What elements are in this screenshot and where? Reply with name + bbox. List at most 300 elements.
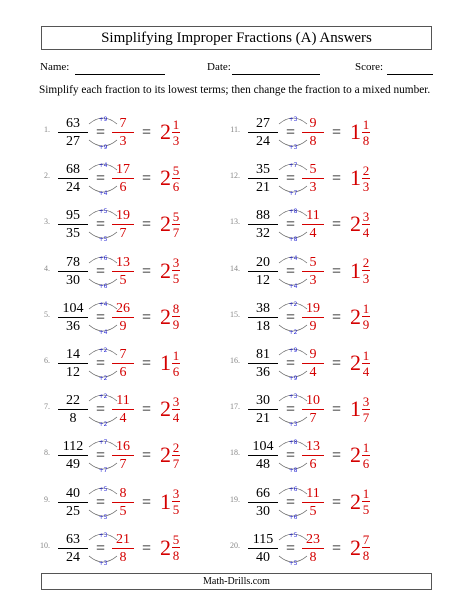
simplified-fraction [302,301,324,334]
mixed-numerator: 3 [172,393,180,409]
mixed-number [350,302,370,332]
problem-number: 2. [44,171,50,181]
simplified-fraction-bar [112,317,134,318]
original-fraction [248,116,278,149]
equals-sign: = [286,447,296,465]
problem-item [30,293,220,341]
simplified-fraction [112,208,134,241]
equals-sign: = [142,308,152,326]
simplified-fraction-numerator: 23 [306,531,320,547]
problem-item [30,200,220,248]
original-fraction-numerator: 38 [256,300,270,316]
original-fraction-denominator: 35 [66,226,80,242]
simplified-fraction-denominator: 5 [309,503,317,519]
mixed-numerator: 8 [172,301,180,317]
simplified-fraction [112,116,134,149]
original-fraction-bar [248,271,278,272]
original-fraction-numerator: 88 [256,208,270,224]
simplified-fraction-bar [302,502,324,503]
simplified-fraction-bar [302,224,324,225]
bottom-divisor-label: +5 [98,236,108,244]
equals-sign: = [96,262,106,280]
mixed-denominator: 5 [172,502,180,518]
simplified-fraction-numerator: 5 [309,162,317,178]
bottom-divisor-label: +3 [288,421,298,429]
simplified-fraction-denominator: 7 [309,411,317,427]
mixed-denominator: 6 [362,455,370,471]
problem-number: 6. [44,356,50,365]
mixed-number [350,348,370,378]
simplified-fraction-denominator: 7 [119,226,127,242]
problem-item [220,431,410,479]
simplified-fraction-bar [112,271,134,272]
mixed-fraction [362,210,370,239]
simplified-fraction [302,393,324,426]
simplified-fraction-numerator: 13 [306,439,320,455]
top-divisor-label: +9 [288,347,298,354]
equals-sign: = [142,124,152,141]
original-fraction-numerator: 104 [252,439,274,455]
simplified-fraction-bar [112,455,134,456]
mixed-number [160,533,180,563]
top-divisor-label: +5 [288,531,298,539]
problem-item [30,154,220,202]
mixed-number [350,256,370,286]
mixed-whole: 2 [160,165,171,191]
original-fraction [248,347,278,380]
simplified-fraction-denominator: 4 [119,411,127,427]
mixed-number [160,163,180,193]
bottom-divisor-label: +3 [98,559,108,567]
mixed-fraction [362,349,370,378]
simplified-fraction [112,486,134,519]
mixed-denominator: 9 [172,317,180,333]
mixed-fraction [362,441,370,470]
mixed-fraction [172,210,180,239]
mixed-whole: 2 [160,211,171,237]
equals-sign: = [96,447,106,465]
top-divisor-label: +2 [288,300,298,308]
top-divisor-label: +6 [98,254,108,262]
simplified-fraction-numerator: 9 [309,347,317,362]
simplified-fraction-denominator: 6 [119,180,127,196]
mixed-number [160,394,180,424]
score-label: Score: [355,61,384,73]
simplified-fraction-denominator: 3 [119,134,127,149]
bottom-divisor-label: +9 [98,144,108,151]
mixed-numerator: 1 [362,301,370,317]
equals-sign: = [96,308,106,326]
original-fraction-numerator: 27 [256,116,270,131]
equals-sign: = [96,216,106,234]
mixed-number [160,348,180,378]
problem-number: 8. [44,448,50,458]
equals-sign: = [286,262,296,280]
simplified-fraction-bar [302,548,324,549]
bottom-divisor-label: +6 [98,282,108,290]
bottom-divisor-label: +5 [98,513,108,521]
equals-sign: = [142,401,152,419]
simplified-fraction [112,347,134,380]
original-fraction-denominator: 36 [256,365,270,380]
bottom-divisor-label: +8 [288,467,298,475]
equals-sign: = [142,493,152,511]
equals-sign: = [142,355,152,372]
simplified-fraction-numerator: 7 [119,116,127,131]
equals-sign: = [286,539,296,557]
mixed-denominator: 8 [172,548,180,564]
original-fraction-numerator: 30 [256,393,270,409]
mixed-numerator: 1 [172,116,180,132]
simplified-fraction-denominator: 4 [309,226,317,242]
original-fraction-numerator: 95 [66,208,80,224]
original-fraction-denominator: 27 [66,134,80,149]
mixed-whole: 2 [160,119,171,144]
simplified-fraction [302,486,324,519]
original-fraction-bar [248,363,278,364]
problem-number: 20. [230,540,240,550]
equals-sign: = [96,539,106,557]
simplified-fraction-denominator: 6 [309,457,317,473]
original-fraction [248,208,278,241]
mixed-denominator: 5 [172,271,180,287]
problem-item [220,200,410,248]
original-fraction-denominator: 30 [66,272,80,288]
top-divisor-label: +5 [98,208,108,216]
problem-item [220,293,410,341]
equals-sign: = [96,170,106,188]
original-fraction-numerator: 78 [66,254,80,270]
original-fraction-denominator: 12 [256,272,270,288]
top-divisor-label: +3 [98,531,108,539]
mixed-numerator: 7 [362,532,370,548]
equals-sign: = [332,355,342,372]
simplified-fraction [112,255,134,288]
original-fraction [248,532,278,565]
name-label: Name: [40,61,70,73]
simplified-fraction [112,301,134,334]
original-fraction-bar [58,548,88,549]
mixed-number [350,209,370,239]
problem-item [220,154,410,202]
mixed-whole: 2 [160,257,171,283]
original-fraction-bar [248,548,278,549]
mixed-number [350,533,370,563]
problem-number: 4. [44,263,50,273]
simplified-fraction-numerator: 9 [309,116,317,131]
mixed-denominator: 9 [362,317,370,333]
original-fraction-numerator: 115 [252,531,274,547]
problem-number: 13. [230,217,240,227]
simplified-fraction-bar [112,409,134,410]
mixed-whole: 1 [350,257,361,283]
simplified-fraction-numerator: 16 [116,439,130,455]
simplified-fraction [112,532,134,565]
problem-item [220,524,410,572]
problem-item [220,478,410,526]
simplified-fraction-bar [302,363,324,364]
equals-sign: = [142,447,152,465]
bottom-divisor-label: +2 [98,421,108,429]
simplified-fraction-denominator: 8 [309,549,317,565]
problem-item [220,339,410,387]
mixed-denominator: 6 [172,178,180,194]
top-divisor-label: +5 [98,485,108,493]
original-fraction-bar [248,132,278,133]
mixed-numerator: 5 [172,162,180,178]
original-fraction [248,439,278,472]
equals-sign: = [332,493,342,511]
equals-sign: = [96,355,106,372]
bottom-divisor-label: +6 [288,513,298,521]
mixed-denominator: 7 [172,224,180,240]
original-fraction-denominator: 30 [256,503,270,519]
equals-sign: = [332,401,342,419]
mixed-number [350,163,370,193]
original-fraction-numerator: 40 [66,485,80,501]
equals-sign: = [142,262,152,280]
simplified-fraction-numerator: 17 [116,162,130,178]
equals-sign: = [286,216,296,234]
mixed-numerator: 5 [172,532,180,548]
problem-number: 9. [44,494,50,504]
mixed-denominator: 8 [362,132,370,148]
bottom-divisor-label: +4 [288,282,298,290]
original-fraction [248,301,278,334]
mixed-numerator: 3 [172,255,180,271]
mixed-fraction [362,302,370,331]
simplified-fraction-numerator: 10 [306,393,320,409]
mixed-whole: 2 [160,396,171,422]
equals-sign: = [286,355,296,372]
simplified-fraction-numerator: 21 [116,531,130,547]
top-divisor-label: +4 [288,254,298,262]
original-fraction [58,162,88,195]
bottom-divisor-label: +7 [288,190,298,198]
bottom-divisor-label: +9 [288,375,298,382]
original-fraction [58,532,88,565]
original-fraction-numerator: 35 [256,162,270,178]
simplified-fraction-denominator: 7 [119,457,127,473]
mixed-whole: 2 [350,303,361,329]
equals-sign: = [332,308,342,326]
original-fraction-denominator: 24 [66,549,80,565]
equals-sign: = [286,170,296,188]
simplified-fraction-denominator: 8 [119,549,127,565]
problem-item [30,247,220,295]
mixed-whole: 1 [160,488,171,514]
mixed-fraction [172,302,180,331]
simplified-fraction [112,439,134,472]
simplified-fraction-denominator: 9 [119,318,127,334]
equals-sign: = [332,262,342,280]
mixed-fraction [362,256,370,285]
top-divisor-label: +8 [288,208,298,216]
top-divisor-label: +2 [98,347,108,354]
mixed-numerator: 1 [362,439,370,455]
simplified-fraction [302,347,324,380]
original-fraction-denominator: 25 [66,503,80,519]
bottom-divisor-label: +8 [288,236,298,244]
instructions-text: Simplify each fraction to its lowest terms; then change the fraction to a mixed number. [39,84,431,96]
original-fraction-denominator: 49 [66,457,80,473]
mixed-number [160,256,180,286]
mixed-numerator: 2 [172,439,180,455]
simplified-fraction-numerator: 26 [116,300,130,316]
original-fraction [58,116,88,149]
mixed-number [350,440,370,470]
simplified-fraction [302,116,324,149]
footer-credit: Math-Drills.com [41,573,432,590]
simplified-fraction-bar [302,455,324,456]
simplified-fraction-denominator: 8 [309,134,317,149]
problem-item [30,478,220,526]
equals-sign: = [332,539,342,557]
mixed-whole: 2 [160,442,171,468]
mixed-numerator: 3 [362,208,370,224]
simplified-fraction-denominator: 3 [309,272,317,288]
top-divisor-label: +7 [98,439,108,447]
mixed-numerator: 2 [362,162,370,178]
problem-number: 10. [40,540,50,550]
original-fraction-denominator: 18 [256,318,270,334]
top-divisor-label: +2 [98,393,108,401]
top-divisor-label: +3 [288,116,298,123]
original-fraction-numerator: 112 [62,439,84,455]
mixed-whole: 2 [160,303,171,329]
problem-item [30,108,220,156]
original-fraction-bar [58,317,88,318]
mixed-number [350,487,370,517]
mixed-denominator: 3 [362,178,370,194]
simplified-fraction-numerator: 8 [119,485,127,501]
mixed-numerator: 2 [362,255,370,271]
bottom-divisor-label: +2 [98,375,108,382]
simplified-fraction [302,208,324,241]
mixed-fraction [172,164,180,193]
mixed-denominator: 5 [362,502,370,518]
bottom-divisor-label: +4 [98,328,108,336]
original-fraction-denominator: 40 [256,549,270,565]
problem-item [30,431,220,479]
simplified-fraction-bar [112,224,134,225]
mixed-numerator: 3 [172,486,180,502]
problem-number: 5. [44,309,50,319]
mixed-number [350,394,370,424]
equals-sign: = [332,216,342,234]
problem-number: 3. [44,217,50,227]
original-fraction-bar [248,409,278,410]
equals-sign: = [96,401,106,419]
mixed-denominator: 6 [172,363,180,379]
simplified-fraction-bar [302,178,324,179]
simplified-fraction-bar [112,132,134,133]
original-fraction-bar [248,317,278,318]
problem-number: 16. [230,356,240,365]
simplified-fraction-numerator: 11 [116,393,130,409]
original-fraction [58,486,88,519]
original-fraction-bar [58,224,88,225]
date-label: Date: [207,61,231,73]
problem-item [30,385,220,433]
top-divisor-label: +9 [98,116,108,123]
original-fraction-bar [58,455,88,456]
original-fraction-bar [58,178,88,179]
top-divisor-label: +4 [98,162,108,170]
equals-sign: = [142,539,152,557]
original-fraction-denominator: 48 [256,457,270,473]
original-fraction-bar [58,271,88,272]
simplified-fraction-bar [112,363,134,364]
mixed-numerator: 1 [362,486,370,502]
worksheet-title: Simplifying Improper Fractions (A) Answers [41,26,432,50]
mixed-fraction [362,164,370,193]
bottom-divisor-label: +7 [98,467,108,475]
equals-sign: = [286,401,296,419]
problem-number: 15. [230,309,240,319]
mixed-whole: 2 [160,534,171,560]
simplified-fraction-bar [112,548,134,549]
equals-sign: = [96,124,106,141]
original-fraction-numerator: 14 [66,347,80,362]
simplified-fraction-denominator: 4 [309,365,317,380]
mixed-denominator: 3 [362,271,370,287]
top-divisor-label: +3 [288,393,298,401]
original-fraction-bar [58,363,88,364]
mixed-denominator: 7 [172,455,180,471]
mixed-fraction [362,533,370,562]
simplified-fraction-numerator: 5 [309,254,317,270]
equals-sign: = [286,493,296,511]
original-fraction [58,208,88,241]
mixed-numerator: 1 [362,347,370,363]
mixed-whole: 2 [350,488,361,514]
original-fraction-denominator: 21 [256,180,270,196]
simplified-fraction-bar [112,178,134,179]
equals-sign: = [96,493,106,511]
mixed-whole: 2 [350,442,361,468]
simplified-fraction-denominator: 9 [309,318,317,334]
original-fraction-numerator: 22 [66,393,80,409]
mixed-whole: 1 [350,396,361,422]
simplified-fraction-bar [112,502,134,503]
mixed-number [160,302,180,332]
mixed-fraction [172,441,180,470]
original-fraction [248,162,278,195]
original-fraction-denominator: 24 [256,134,270,149]
bottom-divisor-label: +2 [288,328,298,336]
mixed-number [350,117,370,147]
original-fraction-bar [248,455,278,456]
mixed-numerator: 1 [362,116,370,132]
mixed-number [160,440,180,470]
original-fraction [248,255,278,288]
original-fraction-bar [248,224,278,225]
problem-number: 18. [230,448,240,458]
problem-item [220,247,410,295]
mixed-number [160,117,180,147]
original-fraction [248,486,278,519]
simplified-fraction-denominator: 5 [119,503,127,519]
simplified-fraction-bar [302,317,324,318]
original-fraction-numerator: 63 [66,531,80,547]
simplified-fraction-bar [302,271,324,272]
mixed-whole: 1 [350,165,361,191]
original-fraction-numerator: 68 [66,162,80,178]
mixed-fraction [172,395,180,424]
simplified-fraction-bar [302,409,324,410]
original-fraction [248,393,278,426]
